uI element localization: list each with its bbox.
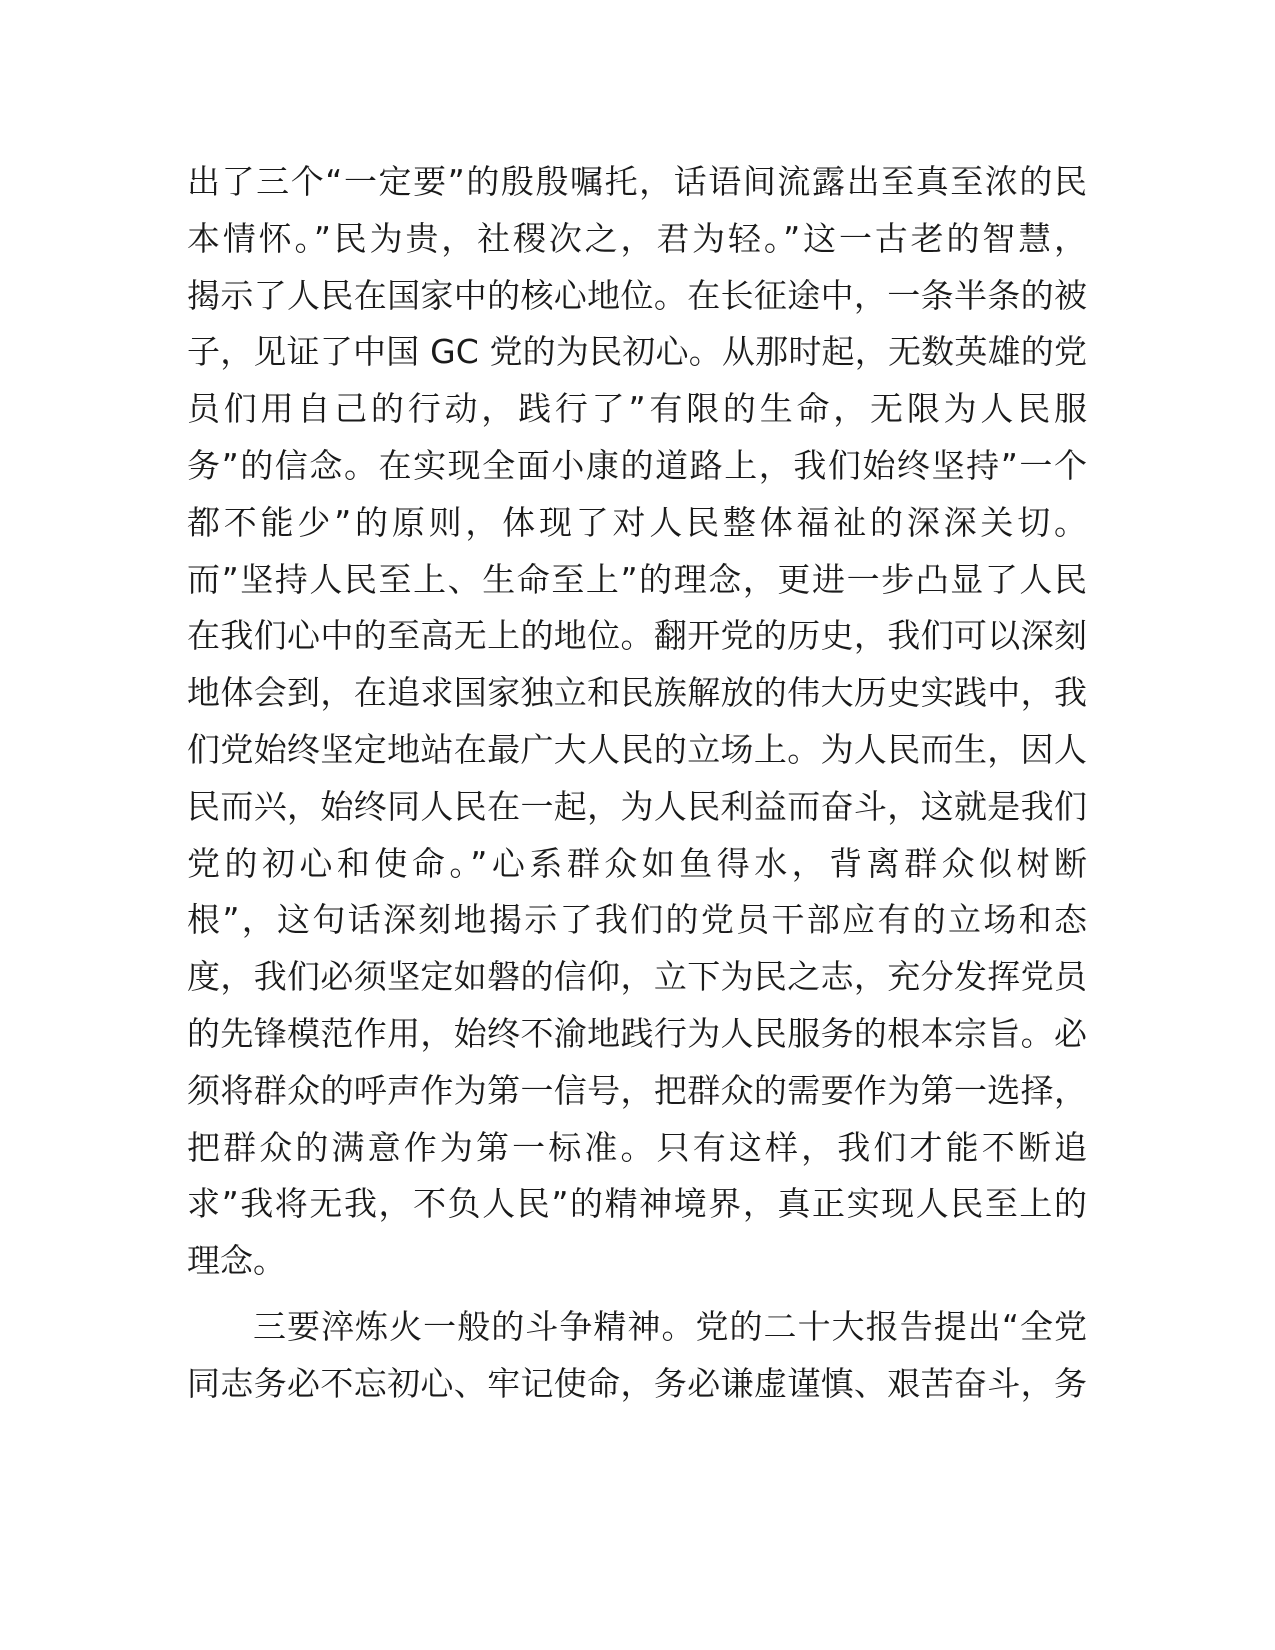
text-line: 在我们心中的至高无上的地位。翻开党的历史，我们可以深刻	[187, 616, 1087, 656]
text-line: 根”，这句话深刻地揭示了我们的党员干部应有的立场和态	[187, 900, 1087, 940]
text-line: 同志务必不忘初心、牢记使命，务必谦虚谨慎、艰苦奋斗，务	[187, 1363, 1087, 1403]
body-text	[187, 154, 1087, 1413]
text-line: 求”我将无我，不负人民”的精神境界，真正实现人民至上的	[187, 1184, 1087, 1224]
text-line: 度，我们必须坚定如磐的信仰，立下为民之志，充分发挥党员	[187, 957, 1087, 997]
text-line: 出了三个“一定要”的殷殷嘱托，话语间流露出至真至浓的民	[187, 162, 1087, 201]
text-line: 本情怀。”民为贵，社稷次之，君为轻。”这一古老的智慧，	[187, 218, 1087, 258]
text-line: 把群众的满意作为第一标准。只有这样，我们才能不断追	[187, 1127, 1087, 1167]
text-line: 民而兴，始终同人民在一起，为人民利益而奋斗，这就是我们	[187, 786, 1087, 826]
paragraph-1	[187, 154, 1087, 1290]
text-line: 三要淬炼火一般的斗争精神。党的二十大报告提出“全党	[253, 1306, 1087, 1346]
text-line: 都不能少”的原则，体现了对人民整体福祉的深深关切。	[187, 502, 1087, 542]
paragraph-spacing	[187, 1290, 1087, 1299]
text-line: 的先锋模范作用，始终不渝地践行为人民服务的根本宗旨。必	[187, 1013, 1087, 1053]
text-line: 们党始终坚定地站在最广大人民的立场上。为人民而生，因人	[187, 729, 1087, 769]
text-line: 理念。	[187, 1241, 286, 1281]
text-line: 地体会到，在追求国家独立和民族解放的伟大历史实践中，我	[187, 673, 1087, 713]
text-line: 而”坚持人民至上、生命至上”的理念，更进一步凸显了人民	[187, 559, 1087, 599]
text-line: 揭示了人民在国家中的核心地位。在长征途中，一条半条的被	[187, 275, 1087, 315]
paragraph-2	[187, 1299, 1087, 1413]
text-line: 党的初心和使命。”心系群众如鱼得水，背离群众似树断	[187, 843, 1087, 883]
text-line: 须将群众的呼声作为第一信号，把群众的需要作为第一选择，	[187, 1070, 1087, 1110]
text-line: 子，见证了中国 GC 党的为民初心。从那时起，无数英雄的党	[187, 332, 1087, 372]
text-line: 员们用自己的行动，践行了”有限的生命，无限为人民服	[187, 389, 1087, 429]
text-line: 务”的信念。在实现全面小康的道路上，我们始终坚持”一个	[187, 445, 1087, 485]
